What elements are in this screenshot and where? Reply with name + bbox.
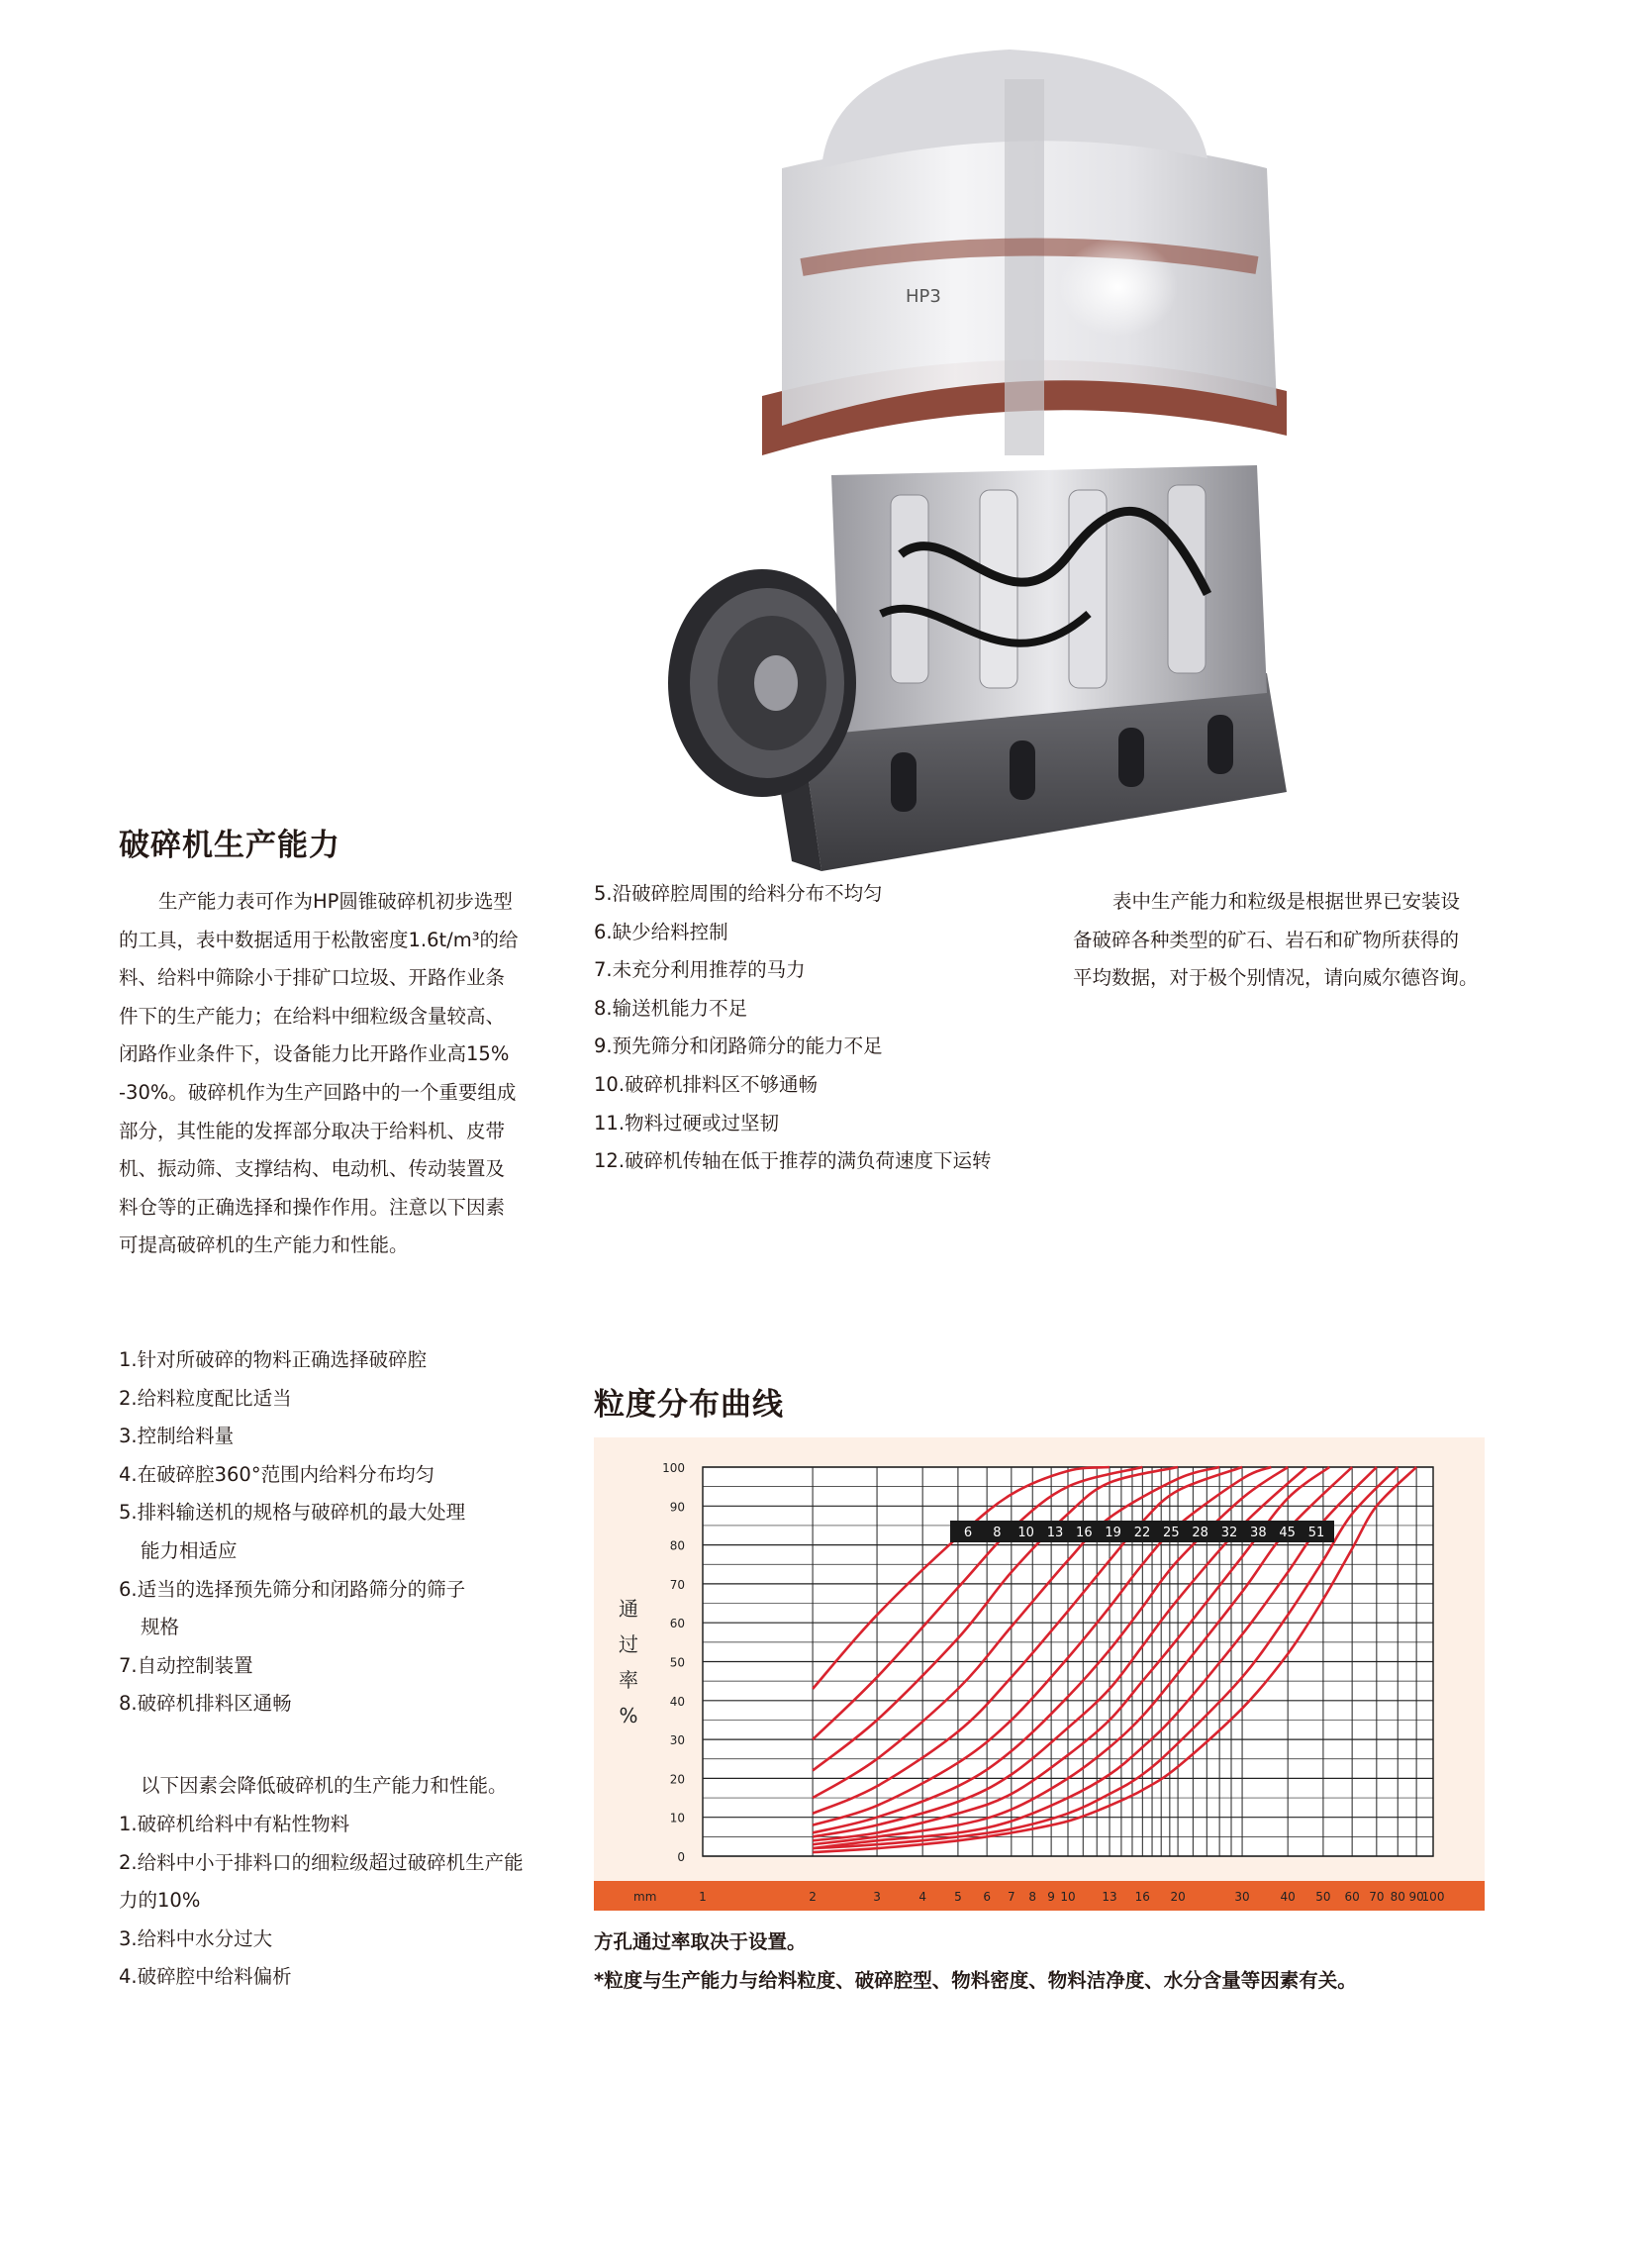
x-tick-label: 80 <box>1390 1890 1405 1904</box>
list-item: 5.沿破碎腔周围的给料分布不均匀 <box>594 882 883 905</box>
list-item: 6.适当的选择预先筛分和闭路筛分的筛子 <box>119 1577 466 1601</box>
y-axis-label-char: % <box>619 1704 638 1727</box>
y-axis-label-char: 通 <box>619 1597 638 1621</box>
list-item: 能力相适应 <box>141 1538 238 1562</box>
list-item: 力的10% <box>119 1889 201 1913</box>
list-item: 2.给料粒度配比适当 <box>119 1386 292 1410</box>
list-item: 4.在破碎腔360°范围内给料分布均匀 <box>119 1462 435 1486</box>
x-tick-label: 70 <box>1369 1890 1385 1904</box>
reduce-factors-intro: 以下因素会降低破碎机的生产能力和性能。 <box>141 1774 508 1797</box>
legend-label: 38 <box>1250 1526 1267 1540</box>
list-item: 3.给料中水分过大 <box>119 1926 273 1950</box>
chart-title: 粒度分布曲线 <box>594 1387 784 1423</box>
y-axis-label-char: 过 <box>619 1632 638 1656</box>
list-item: 9.预先筛分和闭路筛分的能力不足 <box>594 1035 883 1058</box>
intro-line: 可提高破碎机的生产能力和性能。 <box>119 1233 409 1257</box>
legend-label: 8 <box>993 1526 1002 1540</box>
y-tick-label: 90 <box>669 1500 685 1515</box>
x-tick-label: 60 <box>1344 1890 1360 1904</box>
legend-label: 51 <box>1307 1526 1325 1540</box>
legend-label: 28 <box>1192 1526 1208 1540</box>
intro-line: 料仓等的正确选择和操作作用。注意以下因素 <box>119 1195 506 1219</box>
x-tick-label: 50 <box>1315 1890 1331 1904</box>
list-item: 7.自动控制装置 <box>119 1653 253 1677</box>
x-tick-label: 2 <box>809 1890 817 1904</box>
y-tick-label: 0 <box>677 1850 685 1864</box>
legend-label: 22 <box>1133 1526 1151 1540</box>
y-tick-label: 70 <box>669 1577 685 1592</box>
x-tick-label: 5 <box>954 1890 962 1904</box>
intro-paragraph <box>119 883 584 1265</box>
list-item: 5.排料输送机的规格与破碎机的最大处理 <box>119 1501 466 1525</box>
x-tick-label: 20 <box>1170 1890 1186 1904</box>
y-tick-label: 10 <box>669 1811 685 1825</box>
intro-line: 部分，其性能的发挥部分取决于给料机、皮带 <box>119 1119 506 1142</box>
list-item: 10.破碎机排料区不够通畅 <box>594 1072 819 1096</box>
list-item: 3.控制给料量 <box>119 1425 235 1448</box>
x-tick-label: 1 <box>699 1890 707 1904</box>
list-item: 2.给料中小于排料口的细粒级超过破碎机生产能 <box>119 1850 524 1874</box>
note-line: 表中生产能力和粒级是根据世界已安装设 <box>1112 890 1461 913</box>
x-tick-label: 7 <box>1008 1890 1015 1904</box>
y-tick-label: 80 <box>669 1538 685 1553</box>
chart-note-1: 方孔通过率取决于设置。 <box>594 1930 807 1953</box>
legend-label: 13 <box>1046 1526 1064 1540</box>
x-tick-label: 6 <box>983 1890 991 1904</box>
list-item: 规格 <box>141 1616 180 1639</box>
x-tick-label: 100 <box>1421 1890 1445 1904</box>
x-tick-label: 9 <box>1047 1890 1055 1904</box>
legend-label: 45 <box>1279 1526 1296 1540</box>
y-tick-label: 20 <box>669 1772 685 1787</box>
x-tick-label: 10 <box>1060 1890 1076 1904</box>
y-tick-label: 30 <box>669 1733 685 1748</box>
y-tick-label: 100 <box>662 1461 685 1475</box>
list-item: 8.破碎机排料区通畅 <box>119 1692 292 1716</box>
intro-line: 闭路作业条件下，设备能力比开路作业高15% <box>119 1042 510 1066</box>
list-item: 8.输送机能力不足 <box>594 996 748 1020</box>
note-line: 平均数据，对于极个别情况，请向威尔德咨询。 <box>1073 966 1479 990</box>
x-tick-label: 90 <box>1408 1890 1424 1904</box>
reduce-factors-list-continued <box>594 875 992 1181</box>
x-tick-label: 4 <box>918 1890 926 1904</box>
intro-line: 件下的生产能力；在给料中细粒级含量较高、 <box>119 1004 506 1028</box>
list-item: 1.破碎机给料中有粘性物料 <box>119 1813 350 1835</box>
y-tick-label: 50 <box>669 1655 685 1670</box>
x-tick-label: 3 <box>873 1890 881 1904</box>
intro-line: -30%。破碎机作为生产回路中的一个重要组成 <box>119 1080 517 1104</box>
x-tick-label: 40 <box>1280 1890 1296 1904</box>
legend-label: 6 <box>963 1526 973 1540</box>
legend-label: 16 <box>1076 1526 1093 1540</box>
improve-factors-list <box>119 1341 465 1724</box>
legend-label: 32 <box>1220 1526 1238 1540</box>
list-item: 12.破碎机传轴在低于推荐的满负荷速度下运转 <box>594 1149 992 1173</box>
x-tick-label: 16 <box>1134 1890 1150 1904</box>
legend-label: 25 <box>1163 1526 1180 1540</box>
intro-line: 料、给料中筛除小于排矿口垃圾、开路作业条 <box>119 966 506 990</box>
x-tick-label: 8 <box>1028 1890 1037 1904</box>
intro-line: 生产能力表可作为HP圆锥破碎机初步选型 <box>158 890 513 913</box>
list-item: 6.缺少给料控制 <box>594 920 728 943</box>
note-line: 备破碎各种类型的矿石、岩石和矿物所获得的 <box>1073 928 1460 951</box>
section-title-capacity: 破碎机生产能力 <box>119 828 340 863</box>
y-tick-label: 40 <box>669 1694 685 1709</box>
capacity-note <box>1073 883 1568 998</box>
intro-line: 的工具，表中数据适用于松散密度1.6t/m³的给 <box>119 928 519 951</box>
cone-crusher-illustration <box>653 0 1306 921</box>
x-axis-unit: mm <box>633 1890 657 1904</box>
chart-note-2: *粒度与生产能力与给料粒度、破碎腔型、物料密度、物料洁净度、水分含量等因素有关。 <box>594 1969 1357 1992</box>
list-item: 4.破碎腔中给料偏析 <box>119 1965 292 1989</box>
y-tick-label: 60 <box>669 1617 685 1631</box>
particle-size-chart <box>594 1437 1485 1911</box>
intro-line: 机、振动筛、支撑结构、电动机、传动装置及 <box>119 1157 506 1181</box>
legend-label: 10 <box>1017 1526 1034 1540</box>
chart-panel <box>594 1437 1485 1911</box>
x-tick-label: 13 <box>1102 1890 1117 1904</box>
model-label: HP3 <box>906 286 941 307</box>
y-axis-label-char: 率 <box>619 1668 638 1692</box>
reduce-factors-list <box>119 1806 524 1997</box>
list-item: 1.针对所破碎的物料正确选择破碎腔 <box>119 1348 428 1371</box>
list-item: 7.未充分利用推荐的马力 <box>594 958 806 982</box>
legend-label: 19 <box>1105 1526 1121 1540</box>
list-item: 11.物料过硬或过坚韧 <box>594 1111 780 1134</box>
x-tick-label: 30 <box>1234 1890 1250 1904</box>
